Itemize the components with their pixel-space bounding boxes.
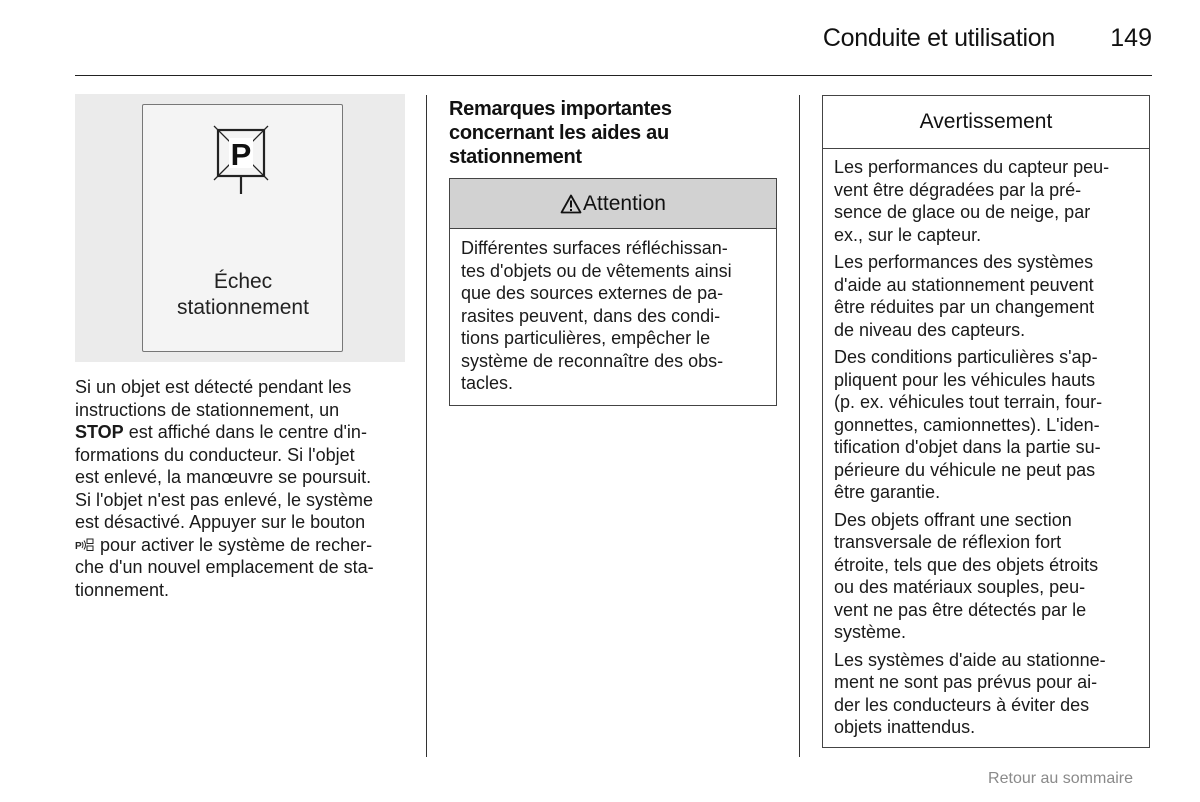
text-line: transversale de réflexion fort	[834, 532, 1062, 552]
heading-line: Remarques importantes	[449, 98, 672, 120]
header-divider	[75, 75, 1152, 76]
warning-paragraph	[834, 346, 1146, 504]
text-line: est enlevé, la manœuvre se poursuit.	[75, 467, 372, 487]
text-line: der les conducteurs à éviter des	[834, 694, 1090, 715]
warning-callout	[822, 95, 1150, 748]
column-divider-left	[426, 95, 427, 757]
text-line: che d'un nouvel emplacement de sta-	[75, 557, 374, 577]
display-text-line2: stationnement	[177, 296, 309, 319]
warning-paragraph	[834, 156, 1146, 246]
page-number: 149	[1110, 24, 1152, 52]
svg-text:P: P	[75, 540, 82, 552]
section-heading	[449, 97, 779, 169]
text-line: Les systèmes d'aide au stationne-	[834, 649, 1106, 670]
text-line: que des sources externes de pa-	[461, 283, 724, 303]
text-line	[75, 421, 415, 444]
heading-line: concernant les aides au	[449, 122, 669, 144]
text-line: Des objets offrant une section	[834, 509, 1072, 530]
warning-triangle-icon	[560, 194, 582, 214]
warning-header	[823, 96, 1149, 149]
warning-paragraph	[834, 251, 1146, 341]
text-fragment: pour activer le système de recher-	[95, 534, 373, 555]
text-line: (p. ex. véhicules tout terrain, four-	[834, 392, 1103, 412]
left-paragraph	[75, 376, 415, 601]
stop-keyword: STOP	[75, 422, 124, 442]
text-fragment: est affiché dans le centre d'in-	[123, 422, 367, 442]
text-line: de niveau des capteurs.	[834, 319, 1026, 340]
text-line: ment ne sont pas prévus pour ai-	[834, 672, 1098, 692]
warning-body	[834, 156, 1146, 744]
text-line: sence de glace ou de neige, par	[834, 202, 1091, 222]
attention-callout	[449, 178, 777, 406]
text-line: formations du conducteur. Si l'objet	[75, 444, 355, 465]
text-line: tionnement.	[75, 579, 170, 600]
text-line: tions particulières, empêcher le	[461, 328, 711, 348]
park-assist-button-icon	[75, 538, 95, 552]
text-line: périeure du véhicule ne peut pas	[834, 459, 1096, 480]
text-line: gonnettes, camionnettes). L'iden-	[834, 414, 1100, 435]
warning-paragraph	[834, 649, 1146, 739]
column-divider-right	[799, 95, 800, 757]
text-line: vent être dégradées par la pré-	[834, 179, 1082, 200]
text-line: étroite, tels que des objets étroits	[834, 554, 1099, 575]
text-line: Les performances des systèmes	[834, 252, 1094, 272]
svg-text:P: P	[230, 137, 252, 172]
text-line: instructions de stationnement, un	[75, 399, 340, 420]
text-line: ou des matériaux souples, peu-	[834, 577, 1086, 597]
text-line: être réduites par un changement	[834, 297, 1095, 317]
attention-header	[450, 179, 776, 229]
warning-paragraph	[834, 509, 1146, 644]
park-assist-icon	[210, 124, 272, 196]
back-to-contents-link[interactable]: Retour au sommaire	[988, 770, 1133, 787]
page-header-title: Conduite et utilisation	[822, 24, 1055, 52]
attention-title: Attention	[583, 191, 666, 215]
text-line: rasites peuvent, dans des condi-	[461, 305, 721, 326]
text-line: est désactivé. Appuyer sur le bouton	[75, 512, 366, 532]
text-line: Les performances du capteur peu-	[834, 157, 1110, 177]
text-line: objets inattendus.	[834, 717, 976, 737]
warning-title: Avertissement	[919, 110, 1053, 133]
heading-line: stationnement	[449, 146, 582, 168]
text-line: tacles.	[461, 373, 514, 393]
text-line: Des conditions particulières s'ap-	[834, 347, 1098, 367]
text-line: système de reconnaître des obs-	[461, 350, 724, 371]
display-text-line1: Échec	[213, 270, 273, 293]
text-line: tification d'objet dans la partie su-	[834, 437, 1101, 457]
text-line: pliquent pour les véhicules hauts	[834, 369, 1096, 390]
text-line: tes d'objets ou de vêtements ainsi	[461, 260, 732, 281]
text-line: d'aide au stationnement peuvent	[834, 274, 1094, 295]
attention-body	[461, 237, 771, 395]
text-line: Si un objet est détecté pendant les	[75, 377, 352, 397]
text-line: Différentes surfaces réfléchissan-	[461, 238, 728, 258]
text-line: être garantie.	[834, 482, 941, 502]
text-line: système.	[834, 622, 907, 642]
text-line: ex., sur le capteur.	[834, 224, 982, 245]
text-line	[75, 534, 415, 557]
text-line: Si l'objet n'est pas enlevé, le système	[75, 489, 374, 510]
text-line: vent ne pas être détectés par le	[834, 599, 1087, 620]
